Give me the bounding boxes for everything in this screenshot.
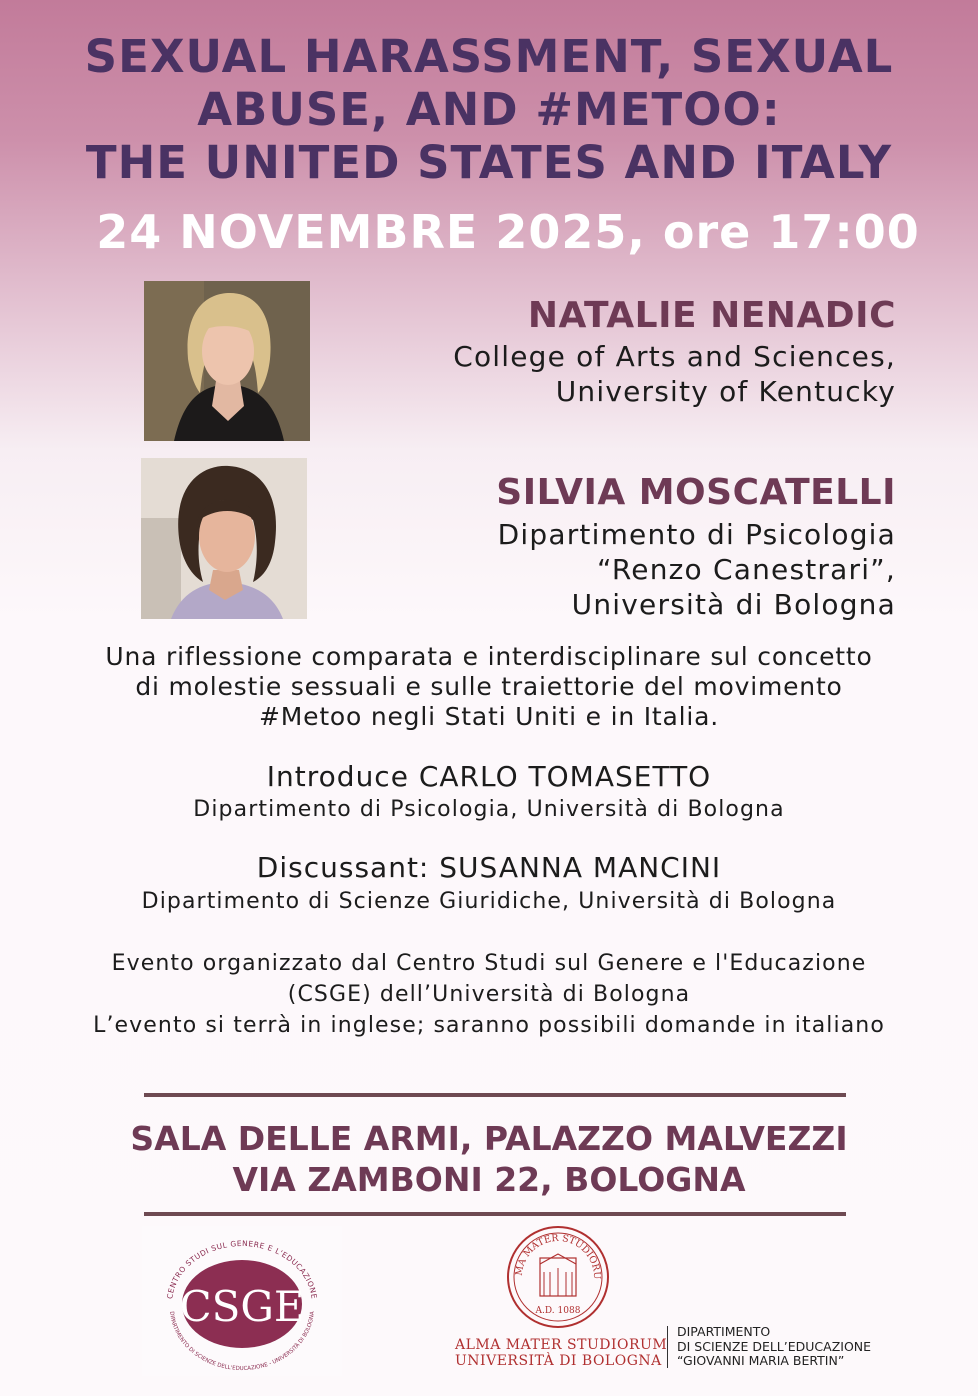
unibo-line-1: ALMA MATER STUDIORUM	[455, 1337, 668, 1353]
event-description	[0, 642, 978, 732]
department-line: “GIOVANNI MARIA BERTIN”	[677, 1353, 845, 1368]
title-line-2: ABUSE, AND #METOO:	[197, 83, 781, 136]
speaker-name-moscatelli: SILVIA MOSCATELLI	[496, 472, 896, 513]
event-venue	[0, 1118, 978, 1200]
description-line: di molestie sessuali e sulle traiettorie del movimento	[135, 672, 843, 701]
department-wordmark	[677, 1325, 871, 1369]
organizer-note	[0, 948, 978, 1041]
speaker-affiliation-nenadic	[453, 339, 896, 409]
affiliation-line: University of Kentucky	[555, 375, 896, 408]
seal-year: A.D. 1088	[535, 1306, 581, 1316]
discussant-affiliation: Dipartimento di Scienze Giuridiche, Università di Bologna	[141, 889, 837, 914]
divider-top	[144, 1093, 846, 1097]
event-title	[0, 30, 978, 189]
discussant-name: Discussant: SUSANNA MANCINI	[256, 851, 722, 884]
speaker-photo-moscatelli	[141, 458, 307, 619]
affiliation-line: “Renzo Canestrari”,	[597, 553, 896, 586]
svg-text:ALMA MATER STUDIORUM	[505, 1224, 602, 1280]
introducer-affiliation: Dipartimento di Psicologia, Università di Bologna	[193, 797, 785, 822]
csge-logo	[142, 1226, 342, 1376]
venue-line-1: SALA DELLE ARMI, PALAZZO MALVEZZI	[130, 1119, 848, 1158]
affiliation-line: College of Arts and Sciences,	[453, 340, 896, 373]
department-line: DIPARTIMENTO	[677, 1324, 771, 1339]
description-line: #Metoo negli Stati Uniti e in Italia.	[259, 702, 719, 731]
csge-ring-bottom: DIPARTIMENTO DI SCIENZE DELL'EDUCAZIONE - UNIVERSITÀ DI BOLOGNA	[168, 1311, 316, 1373]
title-line-3: THE UNITED STATES AND ITALY	[85, 136, 893, 189]
unibo-seal-icon	[505, 1224, 611, 1330]
seal-arc-text: MA MATER STUDIORU	[513, 1232, 603, 1280]
title-line-1: SEXUAL HARASSMENT, SEXUAL	[84, 30, 894, 83]
csge-ring-top: CENTRO STUDI SUL GENERE E L'EDUCAZIONE	[165, 1238, 319, 1300]
unibo-line-2: UNIVERSITÀ DI BOLOGNA	[455, 1353, 662, 1369]
department-line: DI SCIENZE DELL’EDUCAZIONE	[677, 1338, 872, 1354]
affiliation-line: Università di Bologna	[571, 588, 896, 621]
organizer-line: (CSGE) dell’Università di Bologna	[287, 982, 691, 1007]
speaker-affiliation-moscatelli	[498, 517, 896, 622]
speaker-name-nenadic: NATALIE NENADIC	[527, 295, 896, 336]
speaker-photo-nenadic	[144, 281, 310, 441]
divider-bottom	[144, 1212, 846, 1216]
affiliation-line: Dipartimento di Psicologia	[497, 518, 896, 551]
event-date: 24 NOVEMBRE 2025, ore 17:00	[96, 205, 920, 259]
introducer-name: Introduce CARLO TOMASETTO	[266, 760, 712, 793]
organizer-line: Evento organizzato dal Centro Studi sul Genere e l'Educazione	[111, 951, 867, 976]
venue-line-2: VIA ZAMBONI 22, BOLOGNA	[232, 1160, 746, 1199]
description-line: Una riflessione comparata e interdisciplinare sul concetto	[105, 642, 873, 671]
unibo-wordmark	[455, 1337, 668, 1369]
organizer-line: L’evento si terrà in inglese; saranno possibili domande in italiano	[93, 1013, 885, 1038]
logo-separator	[667, 1326, 668, 1368]
csge-monogram: CSGE	[179, 1282, 305, 1331]
